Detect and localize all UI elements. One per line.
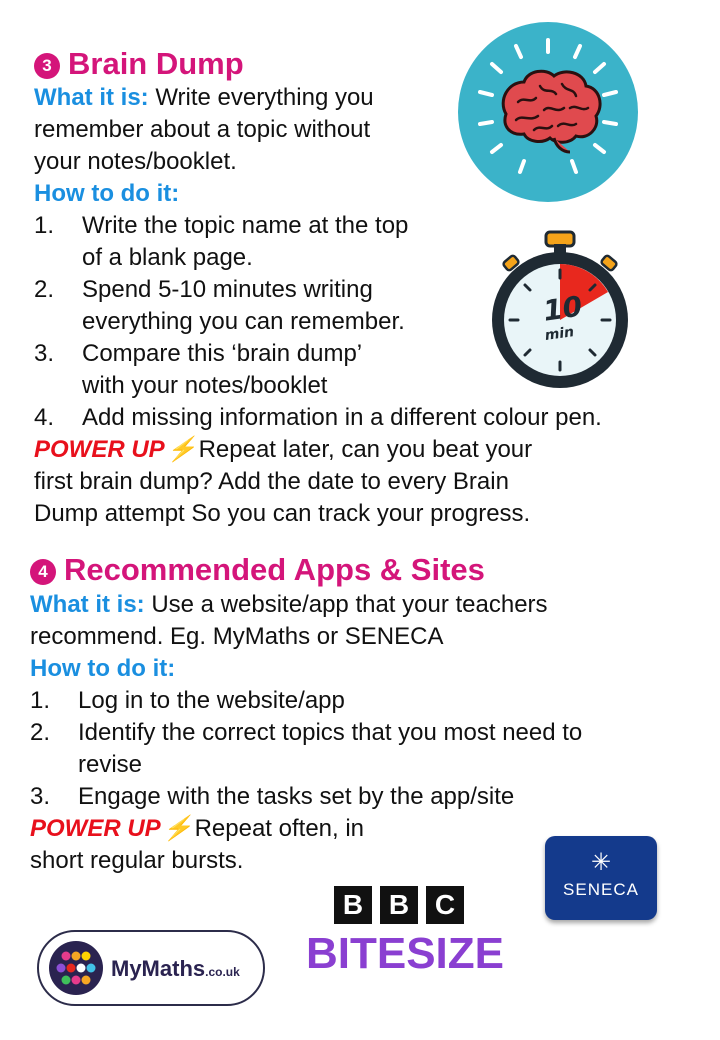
section3-power-label: POWER UP [34,436,165,463]
section3-what-label: What it is: [34,84,149,111]
section3-power-line2: first brain dump? Add the date to every Brain [34,468,509,495]
section4-power-line2: short regular bursts. [30,847,244,874]
bbc-bitesize-logo[interactable] [300,880,510,980]
bbc-block: B [334,886,372,924]
section3-what-line2: remember about a topic without [34,116,371,143]
list-item: 3. Engage with the tasks set by the app/site [30,783,515,810]
section4-what-line2: recommend. Eg. MyMaths or SENECA [30,623,444,650]
seneca-logo-text: SENECA [563,880,639,899]
section4-power-label: POWER UP [30,815,161,842]
section3-title: Brain Dump [68,46,244,81]
section4-power-line1: POWER UP⚡Repeat often, in [30,815,365,842]
mymaths-main-text: MyMaths [111,956,206,981]
list-item: 1. Write the topic name at the top of a blank page. [34,212,409,271]
bbc-blocks [334,886,464,924]
list-item: 1. Log in to the website/app [30,687,345,714]
list-item: 3. Compare this ‘brain dump’ with your notes/booklet [34,340,363,399]
bitesize-text: BITESIZE [305,929,505,978]
section3-heading [34,46,244,82]
mymaths-dots-icon [49,941,103,995]
section4-how-label: How to do it: [30,655,176,682]
stopwatch-icon [484,228,636,390]
seneca-star-icon: ✳ [590,849,612,876]
section4-steps [30,685,582,813]
section3-what-text1: Write everything you [155,84,374,111]
section4-what-line1: What it is: Use a website/app that your teachers [30,591,548,618]
section3-how-label: How to do it: [34,180,180,207]
list-item: 2. Identify the correct topics that you most need to revise [30,719,583,778]
timer-unit: min [543,324,576,345]
mymaths-logo[interactable] [37,930,265,1006]
section4-body [30,589,582,877]
lightning-bolt-icon: ⚡ [166,436,197,463]
section4-what-label: What it is: [30,591,145,618]
section3-power-line3: Dump attempt So you can track your progress. [34,500,531,527]
section3-what-line3: your notes/booklet. [34,148,237,175]
seneca-logo[interactable] [545,836,657,920]
bbc-block: B [380,886,418,924]
brain-icon [458,22,638,202]
timer-number: 10 [541,289,585,328]
section4-number: 4 [30,559,56,585]
list-item: 2. Spend 5-10 minutes writing everything you can remember. [34,276,405,335]
section3-number: 3 [34,53,60,79]
lightning-bolt-icon: ⚡ [162,815,193,842]
section4-heading [30,552,485,588]
bbc-block: C [426,886,464,924]
section3-power-line1: POWER UP⚡Repeat later, can you beat your [34,436,533,463]
section4-title: Recommended Apps & Sites [64,552,485,587]
list-item: 4. Add missing information in a different colour pen. [34,404,602,431]
mymaths-wordmark [111,956,240,982]
mymaths-suffix-text: .co.uk [205,965,240,979]
